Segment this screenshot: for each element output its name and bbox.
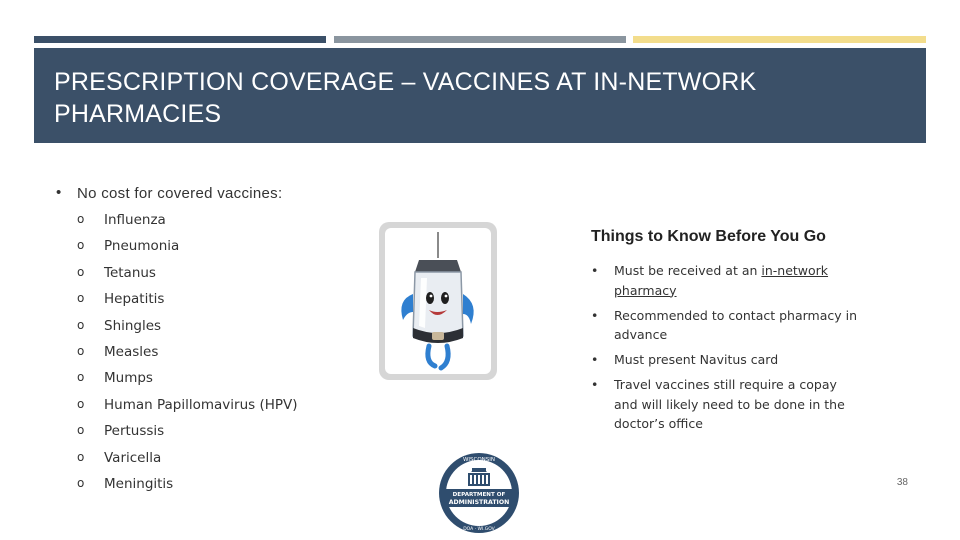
list-item xyxy=(591,261,861,300)
tip-text: Must be received at an xyxy=(614,263,762,278)
vaccine-name: Meningitis xyxy=(104,475,174,492)
title-banner xyxy=(34,48,926,143)
tip-text: Travel vaccines still require a copay and will likely need to be done in the doctor’s office xyxy=(614,377,845,431)
list-marker: o xyxy=(77,449,85,464)
coverage-statement: No cost for covered vaccines: xyxy=(77,185,283,202)
vaccine-name: Pneumonia xyxy=(104,238,180,255)
vaccine-name: Pertussis xyxy=(104,423,165,440)
list-item xyxy=(591,306,861,345)
department-of-administration-seal xyxy=(438,452,520,534)
seal-bottom-text: DOA · WI.GOV xyxy=(463,527,495,532)
vaccine-name: Human Papillomavirus (HPV) xyxy=(104,396,298,413)
vaccine-name: Hepatitis xyxy=(104,291,165,308)
list-item xyxy=(591,375,861,434)
list-marker: o xyxy=(77,317,85,332)
syringe-mascot-icon xyxy=(385,228,491,374)
list-marker: o xyxy=(77,475,85,490)
tip-text: Recommended to contact pharmacy in advance xyxy=(614,307,858,342)
vaccine-name: Measles xyxy=(104,343,159,360)
list-item xyxy=(591,350,861,370)
list-marker: o xyxy=(77,423,85,438)
slide-title: PRESCRIPTION COVERAGE – VACCINES AT IN-NETWORK PHARMACIES xyxy=(54,68,757,128)
syringe-mascot-image xyxy=(379,222,497,380)
list-marker: o xyxy=(77,264,85,279)
tip-bullet: • xyxy=(591,263,599,278)
seal-arc-text: WISCONSIN xyxy=(462,457,496,463)
list-marker: o xyxy=(77,238,85,253)
tip-bullet: • xyxy=(591,307,599,323)
vaccine-name: Mumps xyxy=(104,370,153,387)
tip-text: Must present Navitus card xyxy=(614,352,779,367)
page-number: 38 xyxy=(896,477,908,488)
vaccine-name: Varicella xyxy=(104,449,162,466)
seal-icon xyxy=(438,452,520,534)
syringe-image-inner xyxy=(385,228,491,374)
tip-bullet: • xyxy=(591,352,599,367)
seal-line-1: DEPARTMENT OF xyxy=(452,492,506,498)
seal-line-2: ADMINISTRATION xyxy=(448,499,510,506)
in-network-pharmacy-link[interactable]: in-network pharmacy xyxy=(614,263,829,298)
list-marker: o xyxy=(77,396,85,411)
list-marker: o xyxy=(77,343,85,358)
list-marker: o xyxy=(77,291,85,306)
accent-bar-navy xyxy=(34,36,326,43)
accent-bar-gray xyxy=(334,36,626,43)
accent-bar-gold xyxy=(633,36,926,43)
vaccine-name: Shingles xyxy=(104,317,162,334)
list-marker: o xyxy=(77,370,85,385)
tips-heading: Things to Know Before You Go xyxy=(591,228,826,245)
tip-bullet: • xyxy=(591,377,599,392)
list-marker: o xyxy=(77,212,85,226)
vaccine-name: Influenza xyxy=(104,212,166,228)
tips-list xyxy=(591,261,861,439)
main-bullet: • xyxy=(56,184,62,201)
vaccine-name: Tetanus xyxy=(104,264,156,281)
